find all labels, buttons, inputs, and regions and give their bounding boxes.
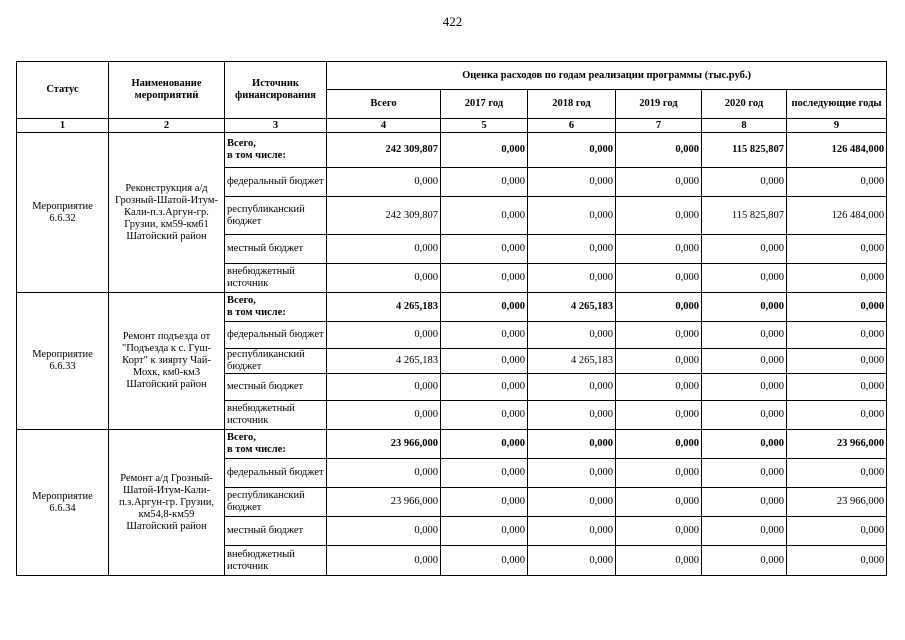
amount-cell: 0,000	[528, 459, 616, 488]
header-col-2017: 2017 год	[441, 90, 528, 119]
amount-cell: 0,000	[702, 488, 787, 517]
amount-cell: 0,000	[528, 430, 616, 459]
funding-source: Всего, в том числе:	[225, 133, 327, 168]
event-district: Шатойский район	[126, 379, 207, 390]
amount-cell: 0,000	[616, 197, 702, 235]
amount-cell: 0,000	[787, 168, 887, 197]
amount-cell: 0,000	[327, 264, 441, 293]
amount-cell: 0,000	[787, 322, 887, 349]
amount-cell: 0,000	[441, 517, 528, 546]
amount-cell: 115 825,807	[702, 197, 787, 235]
header-estimate: Оценка расходов по годам реализации программы (тыс.руб.)	[327, 62, 887, 90]
amount-cell: 0,000	[441, 430, 528, 459]
amount-cell: 0,000	[616, 401, 702, 430]
amount-cell: 0,000	[702, 235, 787, 264]
amount-cell: 0,000	[702, 168, 787, 197]
amount-cell: 0,000	[702, 401, 787, 430]
column-number: 9	[787, 119, 887, 133]
amount-cell: 0,000	[616, 349, 702, 374]
amount-cell: 0,000	[441, 488, 528, 517]
header-col-total: Всего	[327, 90, 441, 119]
table-row	[17, 293, 887, 322]
amount-cell: 0,000	[616, 235, 702, 264]
amount-cell: 0,000	[441, 401, 528, 430]
amount-cell: 0,000	[787, 235, 887, 264]
funding-source: местный бюджет	[225, 374, 327, 401]
amount-cell: 4 265,183	[528, 349, 616, 374]
event-name	[109, 430, 225, 576]
header-col-2019: 2019 год	[616, 90, 702, 119]
amount-cell: 0,000	[528, 322, 616, 349]
amount-cell: 242 309,807	[327, 133, 441, 168]
table-row	[17, 430, 887, 459]
column-number: 5	[441, 119, 528, 133]
event-status: Мероприятие 6.6.32	[17, 133, 109, 293]
amount-cell: 0,000	[528, 168, 616, 197]
amount-cell: 0,000	[327, 322, 441, 349]
amount-cell: 0,000	[327, 546, 441, 576]
amount-cell: 0,000	[441, 168, 528, 197]
amount-cell: 0,000	[528, 488, 616, 517]
amount-cell: 23 966,000	[787, 488, 887, 517]
funding-source: федеральный бюджет	[225, 322, 327, 349]
amount-cell: 23 966,000	[327, 488, 441, 517]
amount-cell: 0,000	[528, 546, 616, 576]
amount-cell: 242 309,807	[327, 197, 441, 235]
amount-cell: 0,000	[528, 235, 616, 264]
amount-cell: 0,000	[787, 546, 887, 576]
amount-cell: 0,000	[441, 322, 528, 349]
amount-cell: 0,000	[616, 322, 702, 349]
funding-source: республиканский бюджет	[225, 488, 327, 517]
amount-cell: 126 484,000	[787, 133, 887, 168]
amount-cell: 4 265,183	[327, 293, 441, 322]
amount-cell: 0,000	[616, 546, 702, 576]
funding-source: Всего, в том числе:	[225, 430, 327, 459]
amount-cell: 0,000	[441, 374, 528, 401]
amount-cell: 0,000	[616, 488, 702, 517]
amount-cell: 0,000	[702, 459, 787, 488]
amount-cell: 23 966,000	[327, 430, 441, 459]
column-number: 1	[17, 119, 109, 133]
amount-cell: 0,000	[616, 517, 702, 546]
amount-cell: 0,000	[327, 401, 441, 430]
amount-cell: 0,000	[441, 293, 528, 322]
funding-source: Всего, в том числе:	[225, 293, 327, 322]
column-number: 6	[528, 119, 616, 133]
amount-cell: 0,000	[787, 293, 887, 322]
amount-cell: 0,000	[787, 349, 887, 374]
funding-source: внебюджетный источник	[225, 264, 327, 293]
funding-source: местный бюджет	[225, 517, 327, 546]
event-title: Ремонт подъезда от "Подъезда к с. Гуш-Корт" к зиярту Чай-Мохк, км0-км3	[121, 331, 212, 378]
column-number: 3	[225, 119, 327, 133]
table-row	[17, 133, 887, 168]
amount-cell: 115 825,807	[702, 133, 787, 168]
event-title: Реконструкция а/д Грозный-Шатой-Итум-Кали-п.з.Аргун-гр. Грузии, км59-км61	[115, 182, 218, 230]
header-source: Источник финансирования	[225, 62, 327, 119]
amount-cell: 0,000	[702, 264, 787, 293]
header-col-2020: 2020 год	[702, 90, 787, 119]
event-name	[109, 293, 225, 430]
amount-cell: 0,000	[441, 459, 528, 488]
event-name	[109, 133, 225, 293]
amount-cell: 0,000	[787, 517, 887, 546]
amount-cell: 0,000	[528, 264, 616, 293]
page-number: 422	[442, 14, 463, 29]
amount-cell: 0,000	[702, 517, 787, 546]
amount-cell: 0,000	[441, 197, 528, 235]
amount-cell: 0,000	[702, 430, 787, 459]
amount-cell: 0,000	[327, 235, 441, 264]
amount-cell: 23 966,000	[787, 430, 887, 459]
amount-cell: 0,000	[702, 546, 787, 576]
header-name: Наименование мероприятий	[109, 62, 225, 119]
event-title: Ремонт а/д Грозный-Шатой-Итум-Кали-п.з.Аргун-гр. Грузии, км54,8-км59	[118, 472, 215, 520]
amount-cell: 0,000	[702, 322, 787, 349]
event-district: Шатойский район	[126, 520, 207, 532]
amount-cell: 0,000	[441, 235, 528, 264]
event-status: Мероприятие 6.6.34	[17, 430, 109, 576]
amount-cell: 0,000	[787, 459, 887, 488]
amount-cell: 0,000	[327, 374, 441, 401]
amount-cell: 0,000	[441, 264, 528, 293]
amount-cell: 0,000	[616, 168, 702, 197]
amount-cell: 0,000	[528, 197, 616, 235]
amount-cell: 0,000	[441, 133, 528, 168]
amount-cell: 0,000	[616, 374, 702, 401]
funding-source: республиканский бюджет	[225, 349, 327, 374]
amount-cell: 0,000	[528, 517, 616, 546]
column-number: 4	[327, 119, 441, 133]
column-numbers-row	[17, 119, 887, 133]
funding-source: федеральный бюджет	[225, 459, 327, 488]
amount-cell: 0,000	[528, 374, 616, 401]
amount-cell: 0,000	[528, 401, 616, 430]
header-col-later: последующие годы	[787, 90, 887, 119]
table-body	[17, 133, 887, 576]
funding-source: местный бюджет	[225, 235, 327, 264]
amount-cell: 0,000	[702, 293, 787, 322]
funding-source: федеральный бюджет	[225, 168, 327, 197]
column-number: 7	[616, 119, 702, 133]
amount-cell: 0,000	[616, 459, 702, 488]
amount-cell: 0,000	[327, 459, 441, 488]
amount-cell: 0,000	[702, 374, 787, 401]
event-status: Мероприятие 6.6.33	[17, 293, 109, 430]
amount-cell: 0,000	[441, 546, 528, 576]
amount-cell: 4 265,183	[327, 349, 441, 374]
amount-cell: 0,000	[441, 349, 528, 374]
expenditure-table	[16, 61, 887, 576]
amount-cell: 4 265,183	[528, 293, 616, 322]
amount-cell: 0,000	[616, 264, 702, 293]
amount-cell: 0,000	[787, 401, 887, 430]
amount-cell: 0,000	[327, 168, 441, 197]
amount-cell: 0,000	[616, 293, 702, 322]
amount-cell: 0,000	[787, 374, 887, 401]
amount-cell: 0,000	[787, 264, 887, 293]
amount-cell: 0,000	[528, 133, 616, 168]
funding-source: внебюджетный источник	[225, 401, 327, 430]
event-district: Шатойский район	[126, 230, 207, 242]
amount-cell: 0,000	[616, 430, 702, 459]
amount-cell: 0,000	[327, 517, 441, 546]
header-status: Статус	[17, 62, 109, 119]
column-number: 2	[109, 119, 225, 133]
funding-source: республиканский бюджет	[225, 197, 327, 235]
amount-cell: 0,000	[616, 133, 702, 168]
amount-cell: 0,000	[702, 349, 787, 374]
amount-cell: 126 484,000	[787, 197, 887, 235]
funding-source: внебюджетный источник	[225, 546, 327, 576]
header-col-2018: 2018 год	[528, 90, 616, 119]
column-number: 8	[702, 119, 787, 133]
